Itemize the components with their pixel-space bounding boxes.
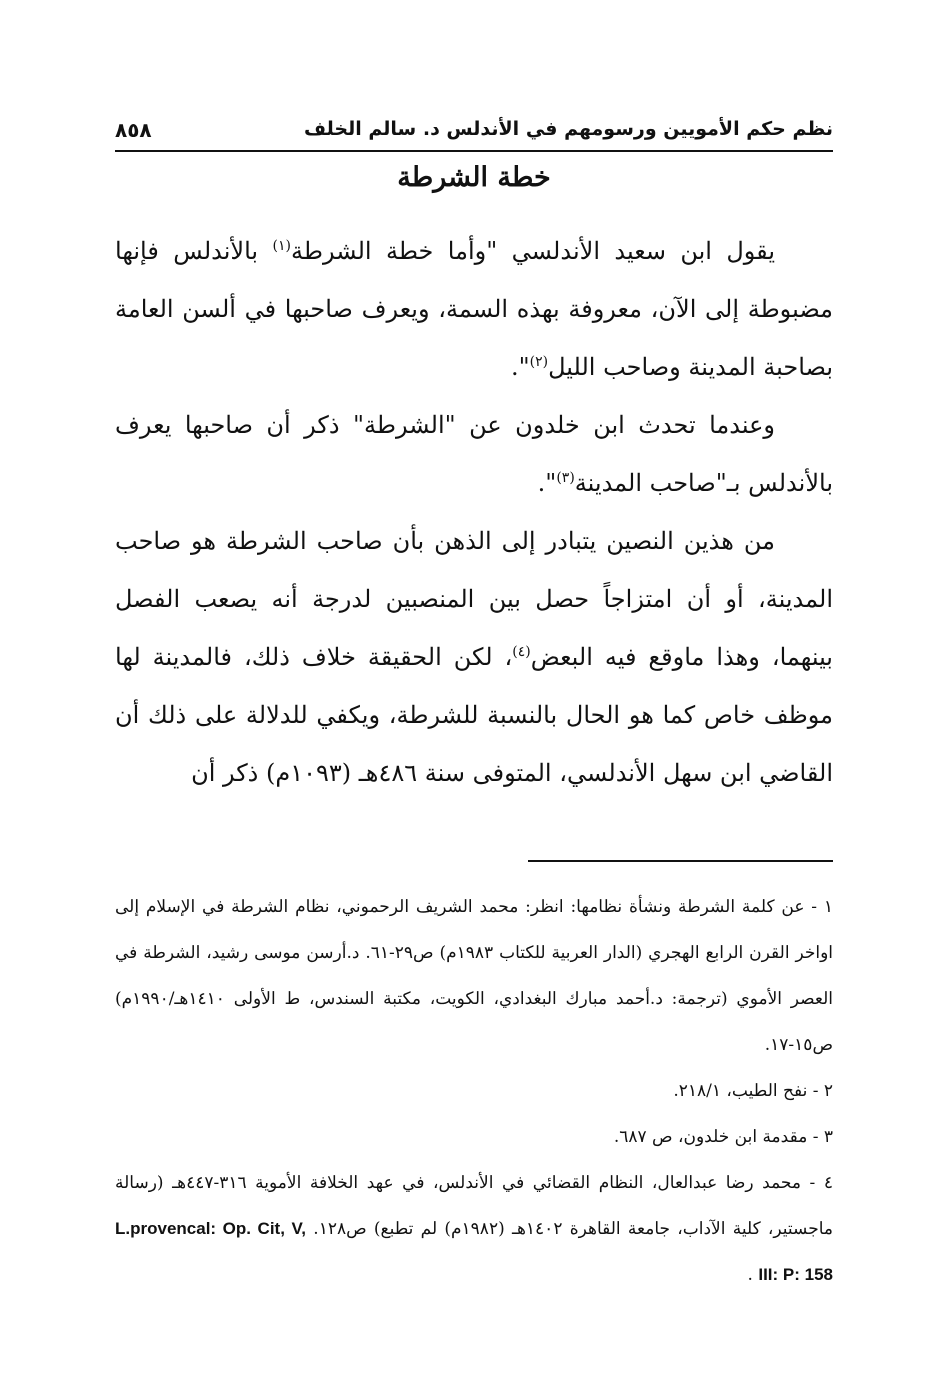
footnote-ref-4: (٤) xyxy=(512,644,531,660)
footnote-ref-3: (٣) xyxy=(556,470,575,486)
paragraph-text: ". xyxy=(510,353,530,381)
footnote-4-latin-ref: L.provencal: Op. Cit, V, III: P: 158 xyxy=(115,1219,833,1284)
footnote-4-end: . xyxy=(747,1265,759,1285)
paragraph-text: من هذين النصين يتبادر إلى الذهن بأن صاحب الشرطة هو صاحب المدينة، أو أن امتزاجاً حصل بين المنصبين لدرجة أنه يصعب الفصل بينهما، وهذا ماوقع فيه البعض xyxy=(115,527,833,671)
footnote-ref-1: (١) xyxy=(272,238,291,254)
footnote-ref-2: (٢) xyxy=(529,354,549,370)
body-text xyxy=(115,222,833,802)
section-title: خطة الشرطة xyxy=(397,162,551,193)
footnote-divider xyxy=(528,860,833,862)
footnote-4 xyxy=(115,1160,833,1298)
paragraph-text: ، لكن الحقيقة خلاف ذلك، فالمدينة لها موظف خاص كما هو الحال بالنسبة للشرطة، ويكفي للدلالة على ذلك أن القاضي ابن سهل الأندلسي، المتوفى سنة ٤٨٦هـ (١٠٩٣م) ذكر أن xyxy=(115,643,833,787)
paragraph-text: وعندما تحدث ابن خلدون عن "الشرطة" ذكر أن صاحبها يعرف بالأندلس بـ"صاحب المدينة xyxy=(115,411,833,497)
paragraph-text: بالأندلس فإنها مضبوطة إلى الآن، معروفة بهذه السمة، ويعرف صاحبها في ألسن العامة بصاحبة المدينة وصاحب الليل xyxy=(115,237,833,381)
running-title: نظم حكم الأمويين ورسومهم في الأندلس د. سالم الخلف xyxy=(304,118,833,140)
header-divider xyxy=(115,150,833,152)
running-header xyxy=(115,118,833,154)
footnote-4-text: ٤ - محمد رضا عبدالعال، النظام القضائي في الأندلس، في عهد الخلافة الأموية ٣١٦-٤٤٧هـ (رسالة ماجستير، كلية الآداب، جامعة القاهرة ١٤٠٢هـ (١٩٨٢م) لم تطبع) ص١٢٨. xyxy=(115,1173,834,1239)
footnote-2: ٢ - نفح الطيب، ٢١٨/١. xyxy=(673,1081,833,1101)
footnote-3: ٣ - مقدمة ابن خلدون، ص ٦٨٧. xyxy=(613,1127,833,1147)
page-number: ٨٥٨ xyxy=(115,118,152,142)
paragraph-2 xyxy=(115,396,833,512)
paragraph-1 xyxy=(115,222,833,396)
paragraph-text: يقول ابن سعيد الأندلسي "وأما خطة الشرطة xyxy=(290,237,776,265)
footnote-1: ١ - عن كلمة الشرطة ونشأة نظامها: انظر: محمد الشريف الرحموني، نظام الشرطة في الإسلام إلى اواخر القرن الرابع الهجري (الدار العربية للكتاب ١٩٨٣م) ص٢٩-٦١. د.أرسن موسى رشيد، الشرطة في العصر الأموي (ترجمة: د.أحمد مبارك البغدادي، الكويت، مكتبة السندس، ط الأولى ١٤١٠هـ/١٩٩٠م) ص١٥-١٧. xyxy=(115,897,833,1055)
paragraph-text: ". xyxy=(537,469,557,497)
footnotes xyxy=(115,884,833,1298)
paragraph-3 xyxy=(115,512,833,802)
